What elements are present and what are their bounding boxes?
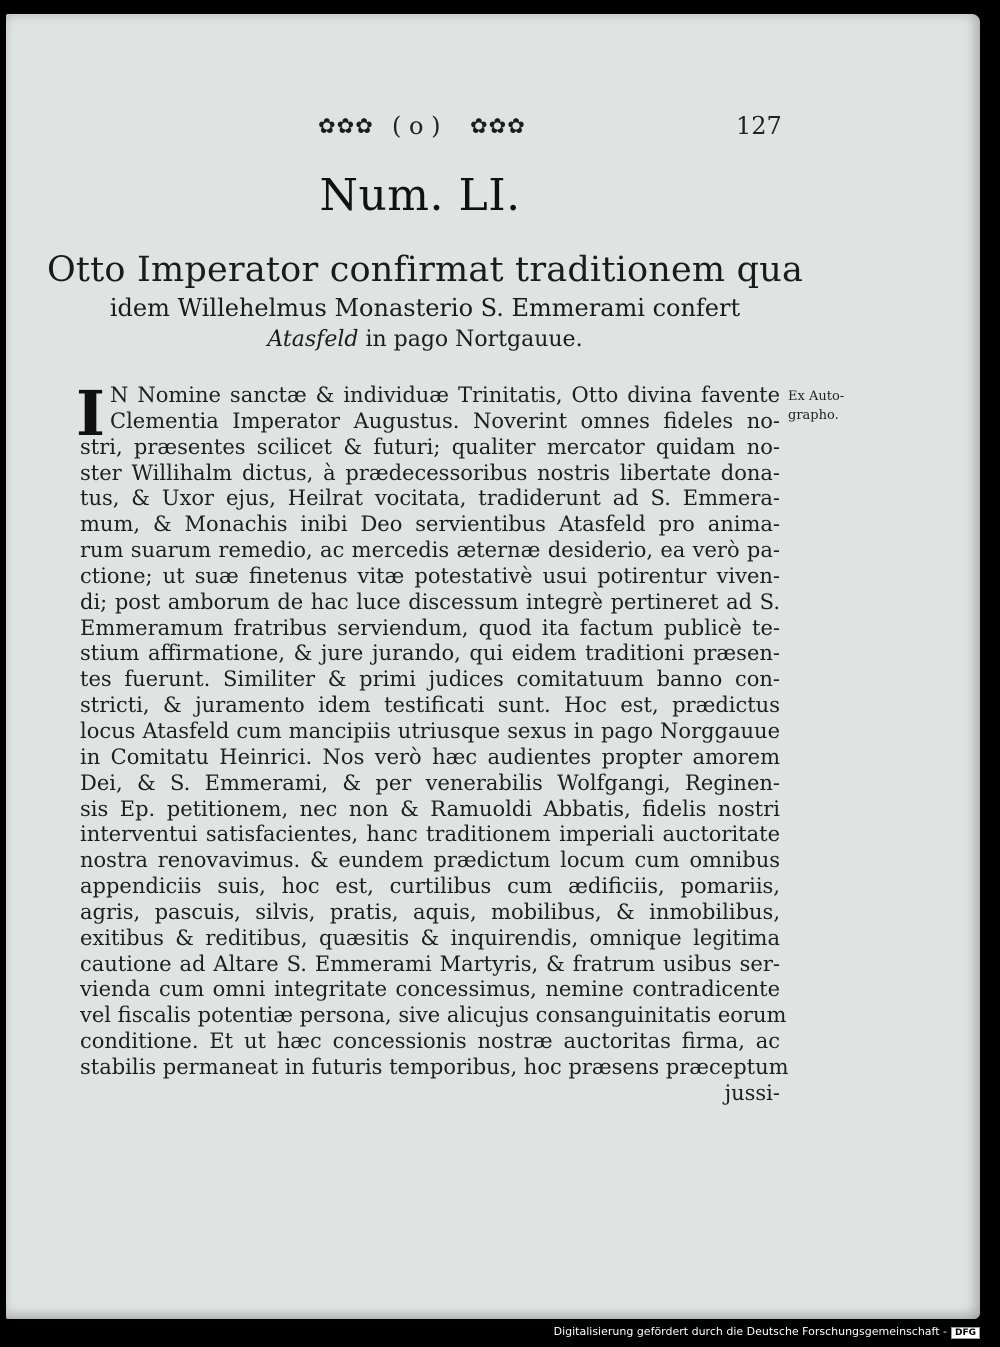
title-line-3 — [0, 324, 850, 356]
margin-note — [788, 387, 844, 425]
margin-note-line: Ex Auto- — [788, 389, 845, 404]
title-line-2: idem Willehelmus Monasterio S. Emmerami confert — [109, 294, 741, 322]
body-line: conditione. Et ut hæc concessionis nostræ auctoritas firma, ac — [80, 1029, 780, 1054]
body-line: Clementia Imperator Augustus. Noverint omnes fideles no- — [110, 408, 780, 433]
body-line: di; post amborum de hac luce discessum integrè pertineret ad S. — [80, 589, 780, 614]
body-line: mum, & Monachis inibi Deo servientibus Atasfeld pro anima- — [80, 512, 780, 537]
ornament-right: ✿✿✿ — [470, 114, 526, 138]
body-line: ster Willihalm dictus, à prædecessoribus nostris libertate dona- — [80, 460, 780, 485]
body-line: stri, præsentes scilicet & futuri; qualiter mercator quidam no- — [80, 434, 780, 459]
title-line-3-rest: in pago Nortgauue. — [358, 327, 583, 352]
page-number: 127 — [736, 112, 782, 140]
body-line: stricti, & juramento idem testificati sunt. Hoc est, prædictus — [80, 693, 780, 718]
body-line: stabilis permaneat in futuris temporibus, hoc præsens præceptum — [80, 1054, 789, 1079]
footer-credit — [554, 1325, 980, 1339]
body-line: rum suarum remedio, ac mercedis æternæ desiderio, ea verò pa- — [80, 538, 780, 563]
ornament-left: ✿✿✿ — [318, 114, 374, 138]
body-line: exitibus & reditibus, quæsitis & inquirendis, omnique legitima — [80, 925, 780, 950]
body-line: locus Atasfeld cum mancipiis utriusque sexus in pago Norggauue — [80, 718, 780, 743]
body-line: vienda cum omni integritate concessimus, nemine contradicente — [80, 977, 780, 1002]
body-line: cautione ad Altare S. Emmerami Martyris, & fratrum usibus ser- — [80, 951, 780, 976]
dfg-logo: DFG — [951, 1327, 980, 1339]
margin-note-line: grapho. — [788, 408, 839, 423]
title-place-name: Atasfeld — [267, 327, 359, 352]
title-line-1: Otto Imperator confirmat traditionem qua — [46, 250, 804, 290]
body-line: interventui satisfacientes, hanc traditionem imperiali auctoritate — [80, 822, 780, 847]
body-line: appendiciis suis, hoc est, curtilibus cum ædificiis, pomariis, — [80, 874, 780, 899]
page-header — [318, 112, 782, 146]
body-line: N Nomine sanctæ & individuæ Trinitatis, Otto divina favente — [110, 383, 780, 407]
body-text — [80, 383, 789, 1107]
document-title — [0, 248, 850, 356]
body-line: agris, pascuis, silvis, pratis, aquis, mobilibus, & inmobilibus, — [80, 899, 780, 924]
body-line: vel fiscalis potentiæ persona, sive alicujus consanguinitatis eorum — [80, 1003, 787, 1028]
body-line: Emmeramum fratribus serviendum, quod ita factum publicè te- — [80, 615, 780, 640]
body-line: ctione; ut suæ finetenus vitæ potestativè usui potirentur viven- — [80, 563, 780, 588]
body-line: sis Ep. petitionem, nec non & Ramuoldi Abbatis, fidelis nostri — [80, 796, 780, 821]
body-line: nostra renovavimus. & eundem prædictum locum cum omnibus — [80, 848, 780, 873]
page-reference: ( o ) — [392, 112, 441, 140]
document-number-title: Num. LI. — [319, 170, 521, 221]
body-line: tus, & Uxor ejus, Heilrat vocitata, tradiderunt ad S. Emmera- — [80, 486, 780, 511]
drop-cap: I — [76, 377, 106, 450]
body-line: jussi- — [724, 1080, 780, 1105]
body-line: in Comitatu Heinrici. Nos verò hæc audientes propter amorem — [80, 744, 780, 769]
footer-text: Digitalisierung gefördert durch die Deutsche Forschungsgemeinschaft - — [553, 1325, 947, 1338]
body-line: Dei, & S. Emmerami, & per venerabilis Wolfgangi, Reginen- — [80, 770, 780, 795]
body-line: tes fuerunt. Similiter & primi judices comitatuum banno con- — [80, 667, 780, 692]
body-line: stium affirmatione, & jure jurando, qui eidem traditioni præsen- — [80, 641, 780, 666]
